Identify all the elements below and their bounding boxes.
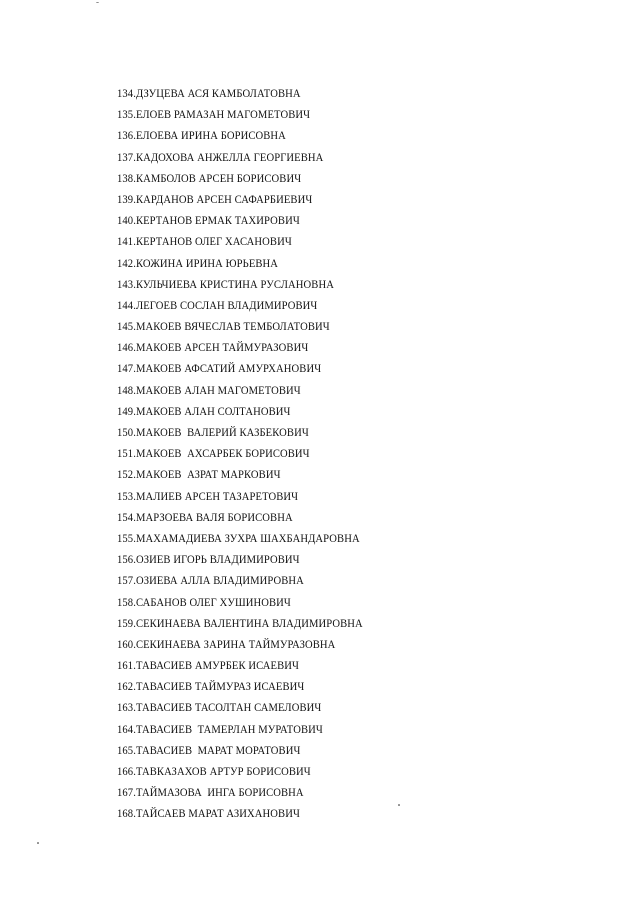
- list-item: 156.ОЗИЕВ ИГОРЬ ВЛАДИМИРОВИЧ: [117, 554, 300, 567]
- list-item: 158.САБАНОВ ОЛЕГ ХУШИНОВИЧ: [117, 596, 291, 610]
- list-item: 155.МАХАМАДИЕВА ЗУХРА ШАХБАНДАРОВНА: [117, 533, 360, 546]
- list-item: 135.ЕЛОЕВ РАМАЗАН МАГОМЕТОВИЧ: [117, 109, 311, 122]
- list-item: 152.МАКОЕВ АЗРАТ МАРКОВИЧ: [117, 469, 281, 482]
- list-item: 142.КОЖИНА ИРИНА ЮРЬЕВНА: [117, 257, 279, 271]
- list-item: 144.ЛЕГОЕВ СОСЛАН ВЛАДИМИРОВИЧ: [117, 300, 318, 313]
- list-item: 151.МАКОЕВ АХСАРБЕК БОРИСОВИЧ: [117, 448, 310, 461]
- list-item: 134.ДЗУЦЕВА АСЯ КАМБОЛАТОВНА: [117, 88, 301, 101]
- list-item: 137.КАДОХОВА АНЖЕЛЛА ГЕОРГИЕВНА: [117, 151, 324, 165]
- list-item: 154.МАРЗОЕВА ВАЛЯ БОРИСОВНА: [117, 511, 293, 525]
- list-item: 149.МАКОЕВ АЛАН СОЛТАНОВИЧ: [117, 406, 291, 419]
- list-item: 140.КЕРТАНОВ ЕРМАК ТАХИРОВИЧ: [117, 215, 300, 228]
- scan-speck: [398, 804, 400, 806]
- list-item: 160.СЕКИНАЕВА ЗАРИНА ТАЙМУРАЗОВНА: [117, 639, 336, 652]
- list-item: 145.МАКОЕВ ВЯЧЕСЛАВ ТЕМБОЛАТОВИЧ: [117, 321, 330, 334]
- list-item: 141.КЕРТАНОВ ОЛЕГ ХАСАНОВИЧ: [117, 236, 292, 249]
- list-item: 153.МАЛИЕВ АРСЕН ТАЗАРЕТОВИЧ: [117, 490, 299, 504]
- list-item: 157.ОЗИЕВА АЛЛА ВЛАДИМИРОВНА: [117, 575, 304, 588]
- list-item: 138.КАМБОЛОВ АРСЕН БОРИСОВИЧ: [117, 172, 302, 186]
- list-item: 165.ТАВАСИЕВ МАРАТ МОРАТОВИЧ: [117, 745, 301, 758]
- list-item: 163.ТАВАСИЕВ ТАСОЛТАН САМЕЛОВИЧ: [117, 702, 322, 715]
- list-item: 168.ТАЙСАЕВ МАРАТ АЗИХАНОВИЧ: [117, 808, 300, 821]
- list-item: 147.МАКОЕВ АФСАТИЙ АМУРХАНОВИЧ: [117, 363, 322, 376]
- list-item: 136.ЕЛОЕВА ИРИНА БОРИСОВНА: [117, 130, 286, 143]
- scan-speck: [37, 842, 39, 844]
- list-item: 148.МАКОЕВ АЛАН МАГОМЕТОВИЧ: [117, 384, 301, 398]
- list-item: 139.КАРДАНОВ АРСЕН САФАРБИЕВИЧ: [117, 194, 313, 207]
- list-item: 150.МАКОЕВ ВАЛЕРИЙ КАЗБЕКОВИЧ: [117, 427, 309, 440]
- list-item: 162.ТАВАСИЕВ ТАЙМУРАЗ ИСАЕВИЧ: [117, 681, 305, 694]
- list-item: 161.ТАВАСИЕВ АМУРБЕК ИСАЕВИЧ: [117, 660, 299, 673]
- list-item: 143.КУЛЬЧИЕВА КРИСТИНА РУСЛАНОВНА: [117, 278, 334, 292]
- list-item: 146.МАКОЕВ АРСЕН ТАЙМУРАЗОВИЧ: [117, 342, 309, 355]
- list-item: 167.ТАЙМАЗОВА ИНГА БОРИСОВНА: [117, 787, 304, 800]
- name-list: [117, 86, 363, 828]
- scan-speck: [96, 2, 99, 3]
- list-item: 159.СЕКИНАЕВА ВАЛЕНТИНА ВЛАДИМИРОВНА: [117, 617, 363, 631]
- list-item: 164.ТАВАСИЕВ ТАМЕРЛАН МУРАТОВИЧ: [117, 723, 323, 737]
- list-item: 166.ТАВКАЗАХОВ АРТУР БОРИСОВИЧ: [117, 766, 311, 779]
